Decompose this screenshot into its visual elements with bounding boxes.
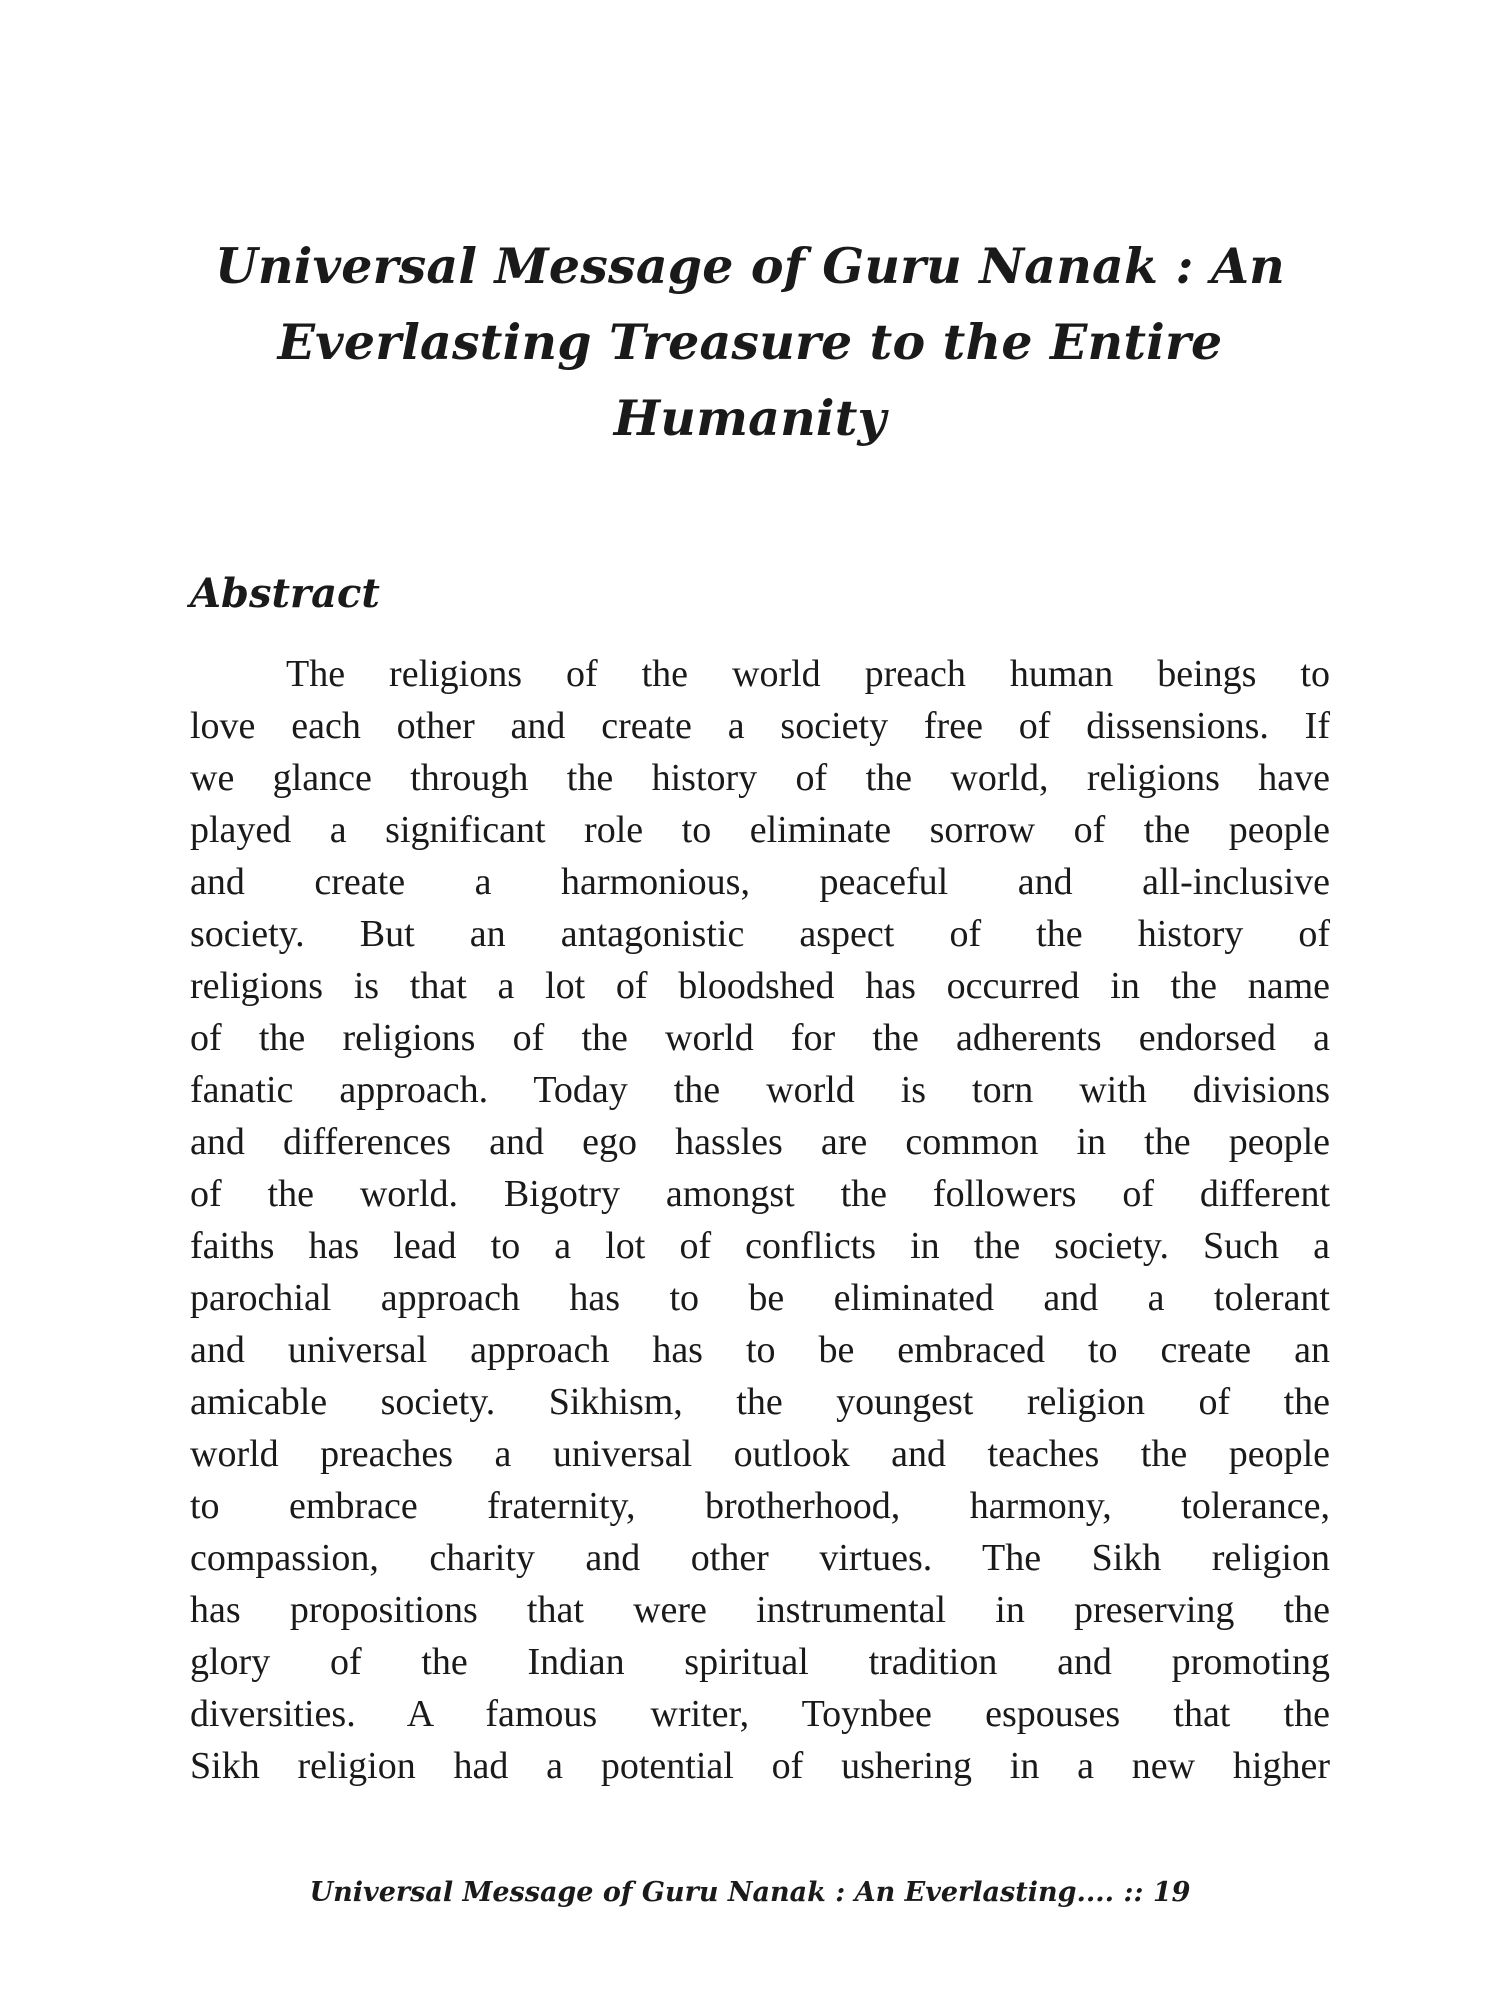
chapter-title-line: Universal Message of Guru Nanak : An	[215, 237, 1285, 295]
abstract-paragraph	[190, 648, 1330, 1792]
chapter-title-line: Everlasting Treasure to the Entire	[277, 313, 1223, 371]
abstract-line: of the world. Bigotry amongst the followers of different	[190, 1173, 1330, 1215]
abstract-line: world preaches a universal outlook and teaches the people	[190, 1433, 1330, 1475]
page-number: 19	[1152, 1877, 1191, 1908]
abstract-line: parochial approach has to be eliminated and a tolerant	[190, 1277, 1330, 1319]
abstract-line: fanatic approach. Today the world is torn with divisions	[190, 1069, 1330, 1111]
abstract-line: of the religions of the world for the adherents endorsed a	[190, 1017, 1330, 1059]
abstract-line: love each other and create a society free of dissensions. If	[190, 705, 1330, 747]
abstract-line: we glance through the history of the world, religions have	[190, 757, 1330, 799]
abstract-line: faiths has lead to a lot of conflicts in the society. Such a	[190, 1225, 1330, 1267]
abstract-line: diversities. A famous writer, Toynbee espouses that the	[190, 1693, 1330, 1735]
running-title: Universal Message of Guru Nanak : An Everlasting....	[309, 1877, 1115, 1908]
abstract-line: and create a harmonious, peaceful and all-inclusive	[190, 861, 1330, 903]
abstract-line: The religions of the world preach human beings to	[286, 653, 1330, 695]
abstract-line: society. But an antagonistic aspect of the history of	[190, 913, 1330, 955]
abstract-line: played a significant role to eliminate sorrow of the people	[190, 809, 1330, 851]
abstract-line: religions is that a lot of bloodshed has occurred in the name	[190, 965, 1330, 1007]
page-footer	[150, 1875, 1350, 1911]
abstract-line: Sikh religion had a potential of ushering in a new higher	[190, 1745, 1330, 1787]
footer-separator: ::	[1123, 1877, 1144, 1908]
chapter-title	[150, 228, 1350, 456]
chapter-title-line: Humanity	[613, 389, 887, 447]
abstract-line: compassion, charity and other virtues. The Sikh religion	[190, 1537, 1330, 1579]
abstract-line: and differences and ego hassles are common in the people	[190, 1121, 1330, 1163]
abstract-line: has propositions that were instrumental in preserving the	[190, 1589, 1330, 1631]
abstract-line: and universal approach has to be embraced to create an	[190, 1329, 1330, 1371]
abstract-line: glory of the Indian spiritual tradition and promoting	[190, 1641, 1330, 1683]
abstract-heading: Abstract	[190, 570, 380, 617]
abstract-line: amicable society. Sikhism, the youngest religion of the	[190, 1381, 1330, 1423]
abstract-line: to embrace fraternity, brotherhood, harmony, tolerance,	[190, 1485, 1330, 1527]
